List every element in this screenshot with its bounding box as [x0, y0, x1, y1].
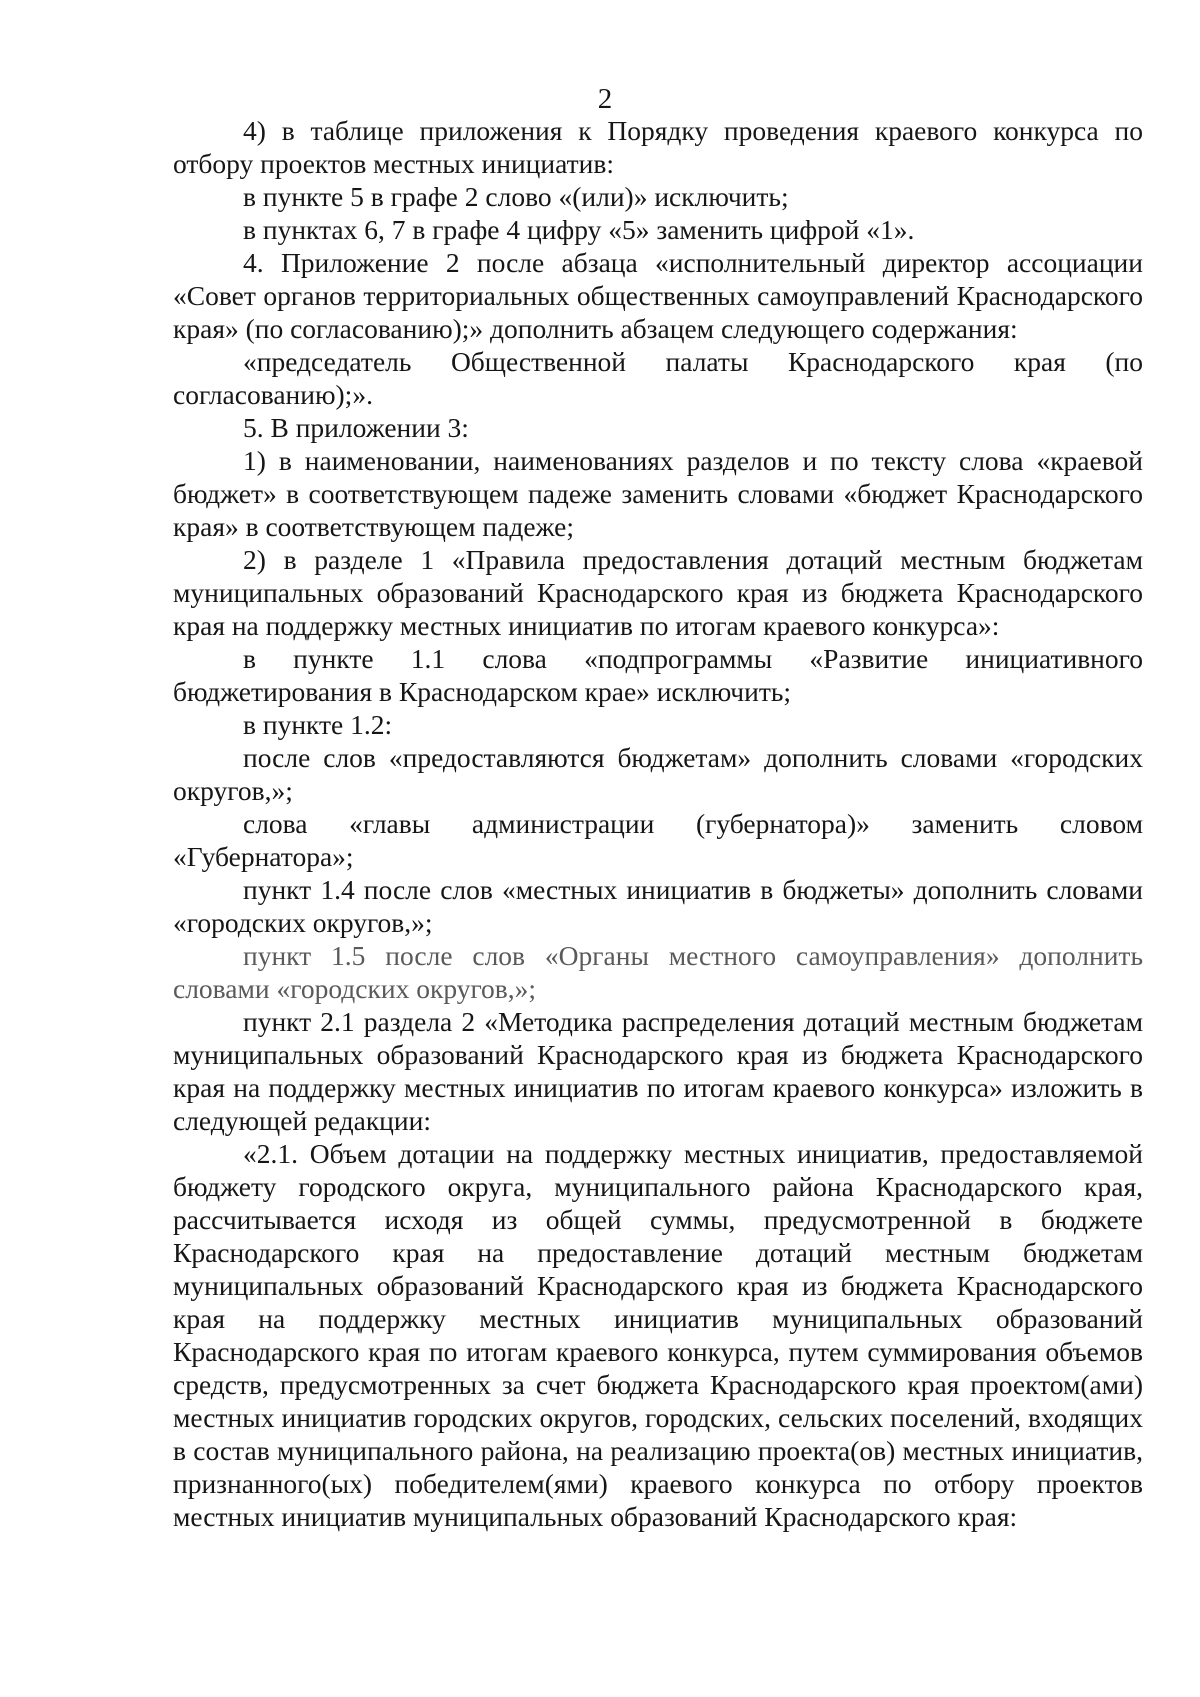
paragraph-item-2: 2) в разделе 1 «Правила предоставления дотаций местным бюджетам муниципальных образований Краснодарского края из бюджета Краснодарского края на поддержку местных инициатив по итогам краевого конкурса»:	[173, 544, 1143, 641]
paragraph-point-1-1: в пункте 1.1 слова «подпрограммы «Развитие инициативного бюджетирования в Краснодарском крае» исключить;	[173, 643, 1143, 707]
paragraph-point-2-1: пункт 2.1 раздела 2 «Методика распределения дотаций местным бюджетам муниципальных образований Краснодарского края из бюджета Краснодарского края на поддержку местных инициатив по итогам краевого конкурса» изложить в следующей редакции:	[173, 1006, 1143, 1136]
paragraph-appendix-3: 5. В приложении 3:	[243, 412, 469, 443]
paragraph-point-1-4: пункт 1.4 после слов «местных инициатив в бюджеты» дополнить словами «городских округов,»;	[173, 874, 1143, 938]
document-body	[173, 114, 1143, 1533]
paragraph-points-6-7: в пунктах 6, 7 в графе 4 цифру «5» заменить цифрой «1».	[243, 214, 915, 245]
paragraph-appendix-2: 4. Приложение 2 после абзаца «исполнительный директор ассоциации «Совет органов территориальных общественных самоуправлений Краснодарского края» (по согласованию);» дополнить абзацем следующего содержания:	[173, 247, 1143, 344]
paragraph-new-2-1: «2.1. Объем дотации на поддержку местных инициатив, предоставляемой бюджету городского округа, муниципального района Краснодарского края, рассчитывается исходя из общей суммы, предусмотренной в бюджете Краснодарского края на предоставление дотаций местным бюджетам муниципальных образований Краснодарского края из бюджета Краснодарского края на поддержку местных инициатив муниципальных образований Краснодарского края по итогам краевого конкурса, путем суммирования объемов средств, предусмотренных за счет бюджета Краснодарского края проектом(ами) местных инициатив городских округов, городских, сельских поселений, входящих в состав муниципального района, на реализацию проекта(ов) местных инициатив, признанного(ых) победителем(ями) краевого конкурса по отбору проектов местных инициатив муниципальных образований Краснодарского края:	[173, 1138, 1143, 1532]
paragraph-table-appendix: 4) в таблице приложения к Порядку проведения краевого конкурса по отбору проектов местных инициатив:	[173, 115, 1143, 179]
paragraph-item-1: 1) в наименовании, наименованиях разделов и по тексту слова «краевой бюджет» в соответствующем падеже заменить словами «бюджет Краснодарского края» в соответствующем падеже;	[173, 445, 1143, 542]
paragraph-chairman: «председатель Общественной палаты Краснодарского края (по согласованию);».	[173, 346, 1143, 410]
paragraph-point-1-5: пункт 1.5 после слов «Органы местного самоуправления» дополнить словами «городских округов,»;	[173, 940, 1143, 1004]
paragraph-point-1-2: в пункте 1.2:	[243, 709, 393, 740]
paragraph-replace-words: слова «главы администрации (губернатора)» заменить словом «Губернатора»;	[173, 808, 1143, 872]
paragraph-point-5: в пункте 5 в графе 2 слово «(или)» исключить;	[243, 181, 789, 212]
paragraph-after-words: после слов «предоставляются бюджетам» дополнить словами «городских округов,»;	[173, 742, 1143, 806]
page-number: 2	[597, 83, 613, 115]
